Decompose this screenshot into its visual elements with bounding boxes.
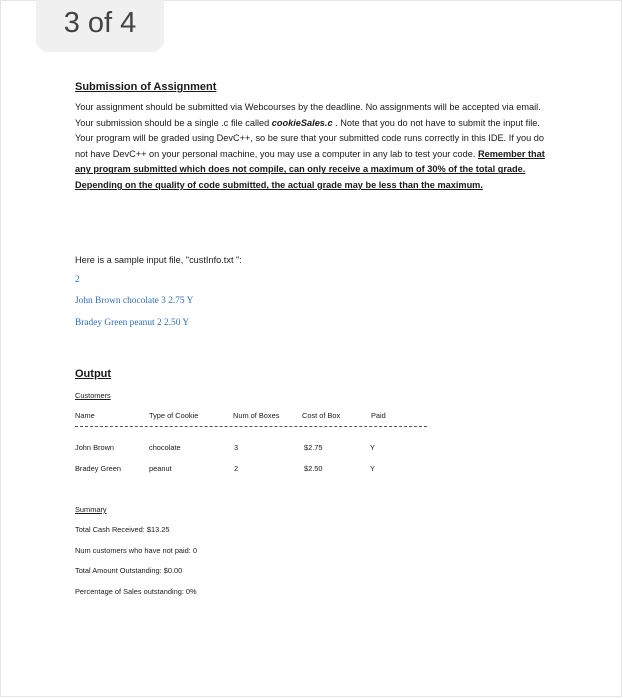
submission-text-1: Your assignment should be submitted via Webcourses by the deadline. No assignments will be accepted via email. Your submission should be a single .c file called [75,102,541,128]
column-header: Paid [371,411,386,420]
table-cell: 3 [234,443,239,452]
output-heading: Output [75,368,112,380]
table-cell: chocolate [149,443,181,452]
column-header: Num of Boxes [233,411,280,420]
table-cell: 2 [234,464,239,473]
sample-line: Bradey Green peanut 2 2.50 Y [75,318,190,328]
customers-label: Customers [75,391,111,400]
table-cell: John Brown [75,443,115,452]
sample-line: John Brown chocolate 3 2.75 Y [75,296,194,306]
summary-label: Summary [75,505,107,514]
table-cell: Y [370,464,375,473]
submission-paragraph [75,100,557,194]
submission-emphasis: Remember that any program submitted which does not compile, can only receive a maximum of 30% of the total grade. Depending on the quality of code submitted, the actual grade may be less than the maximum. [75,148,545,190]
summary-line: Total Cash Received: $13.25 [75,525,170,534]
summary-line: Num customers who have not paid: 0 [75,546,198,555]
table-divider [75,426,427,427]
column-header: Type of Cookie [149,411,199,420]
table-cell: $2.75 [304,443,323,452]
table-cell: Bradey Green [75,464,122,473]
sample-line: 2 [75,275,80,285]
table-cell: peanut [149,464,172,473]
submission-heading: Submission of Assignment [75,81,217,93]
submission-text-2: . Note that you do not have to submit the input file. Your program will be graded using DevC++, so be sure that your submitted code runs correctly in this IDE. If you do not have DevC++ on your personal machine, you may use a computer in any lab to test your code. [75,117,544,159]
table-cell: Y [370,443,375,452]
sample-intro: Here is a sample input file, "custInfo.txt ": [75,255,242,265]
column-header: Name [75,411,95,420]
table-cell: $2.50 [304,464,323,473]
column-header: Cost of Box [302,411,341,420]
submission-filename: cookieSales.c [271,117,333,128]
page-indicator: 3 of 4 [36,0,164,52]
summary-line: Percentage of Sales outstanding: 0% [75,587,197,596]
summary-line: Total Amount Outstanding: $0.00 [75,566,183,575]
